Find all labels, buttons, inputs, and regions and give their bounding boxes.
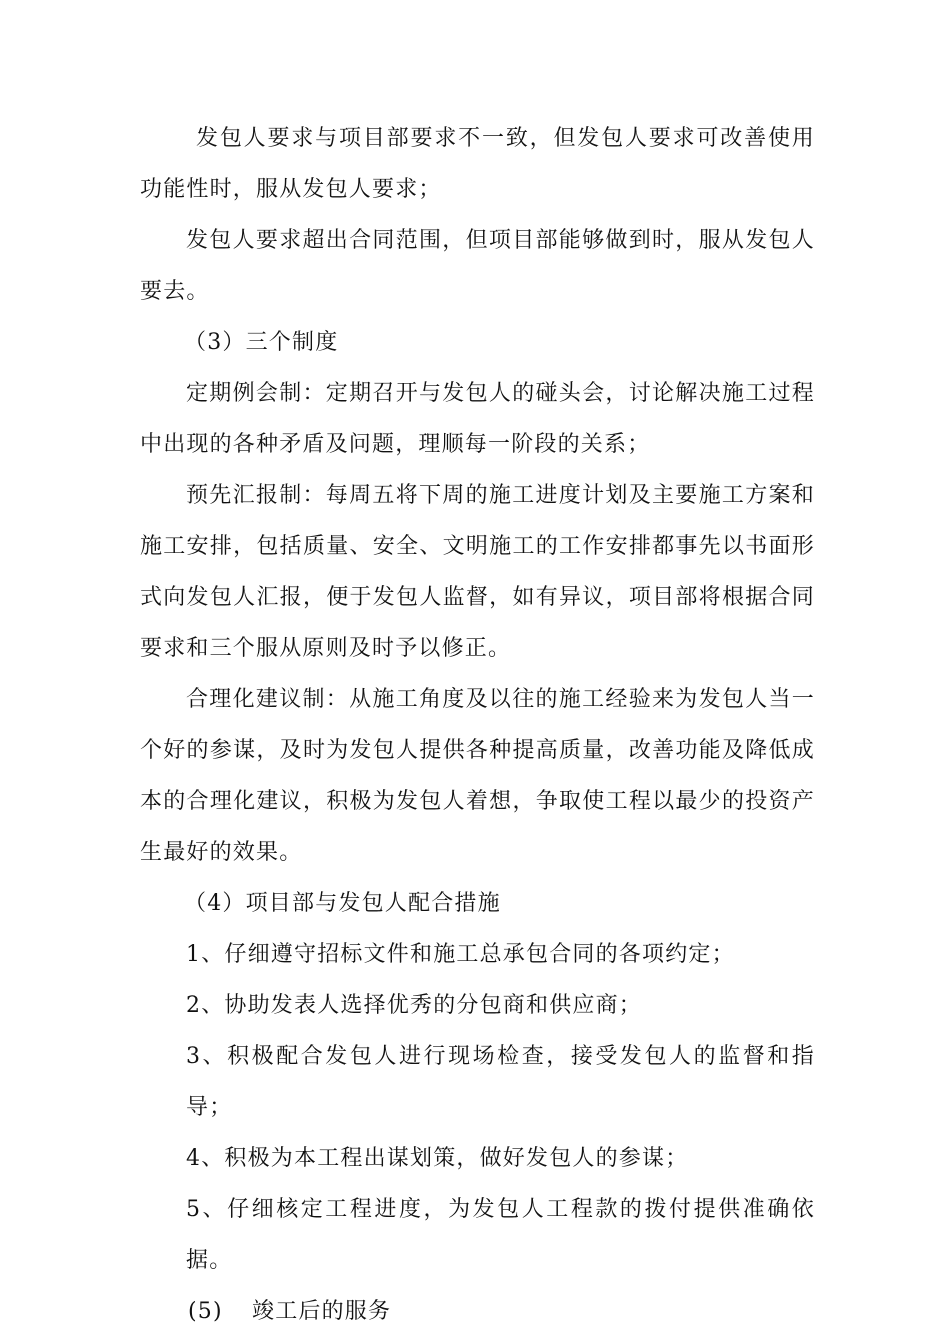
- heading-three-systems: （3）三个制度: [184, 330, 339, 355]
- heading-text: 竣工后的服务: [252, 1299, 392, 1324]
- heading-number: (5): [188, 1299, 223, 1324]
- list-item: 2、协助发表人选择优秀的分包商和供应商；: [186, 993, 642, 1018]
- paragraph-rational-suggestion: 合理化建议制：从施工角度及以往的施工经验来为发包人当一个好的参谋，及时为发包人提供各种提高质量，改善功能及降低成本的合理化建议，积极为发包人着想，争取使工程以最少的投资产生最好的效果。: [140, 687, 815, 865]
- paragraph-client-requirement-beyond-contract: 发包人要求超出合同范围，但项目部能够做到时，服从发包人要去。: [140, 228, 815, 304]
- list-item: 1、仔细遵守招标文件和施工总承包合同的各项约定；: [186, 942, 735, 967]
- paragraph-advance-report: 预先汇报制：每周五将下周的施工进度计划及主要施工方案和施工安排，包括质量、安全、文明施工的工作安排都事先以书面形式向发包人汇报，便于发包人监督，如有异议，项目部将根据合同要求和三个服从原则及时予以修正。: [140, 483, 815, 661]
- list-item: 3、积极配合发包人进行现场检查，接受发包人的监督和指导；: [186, 1044, 815, 1120]
- paragraph-regular-meeting: 定期例会制：定期召开与发包人的碰头会，讨论解决施工过程中出现的各种矛盾及问题，理顺每一阶段的关系；: [140, 381, 815, 457]
- list-item: 4、积极为本工程出谋划策，做好发包人的参谋；: [186, 1146, 689, 1171]
- paragraph-client-requirement-improve: 发包人要求与项目部要求不一致，但发包人要求可改善使用功能性时，服从发包人要求；: [140, 126, 815, 202]
- heading-cooperation-measures: （4）项目部与发包人配合措施: [184, 891, 501, 916]
- list-item: 5、仔细核定工程进度，为发包人工程款的拨付提供准确依据。: [186, 1197, 815, 1273]
- document-body: [140, 113, 815, 1337]
- heading-post-completion-service: [140, 1286, 815, 1337]
